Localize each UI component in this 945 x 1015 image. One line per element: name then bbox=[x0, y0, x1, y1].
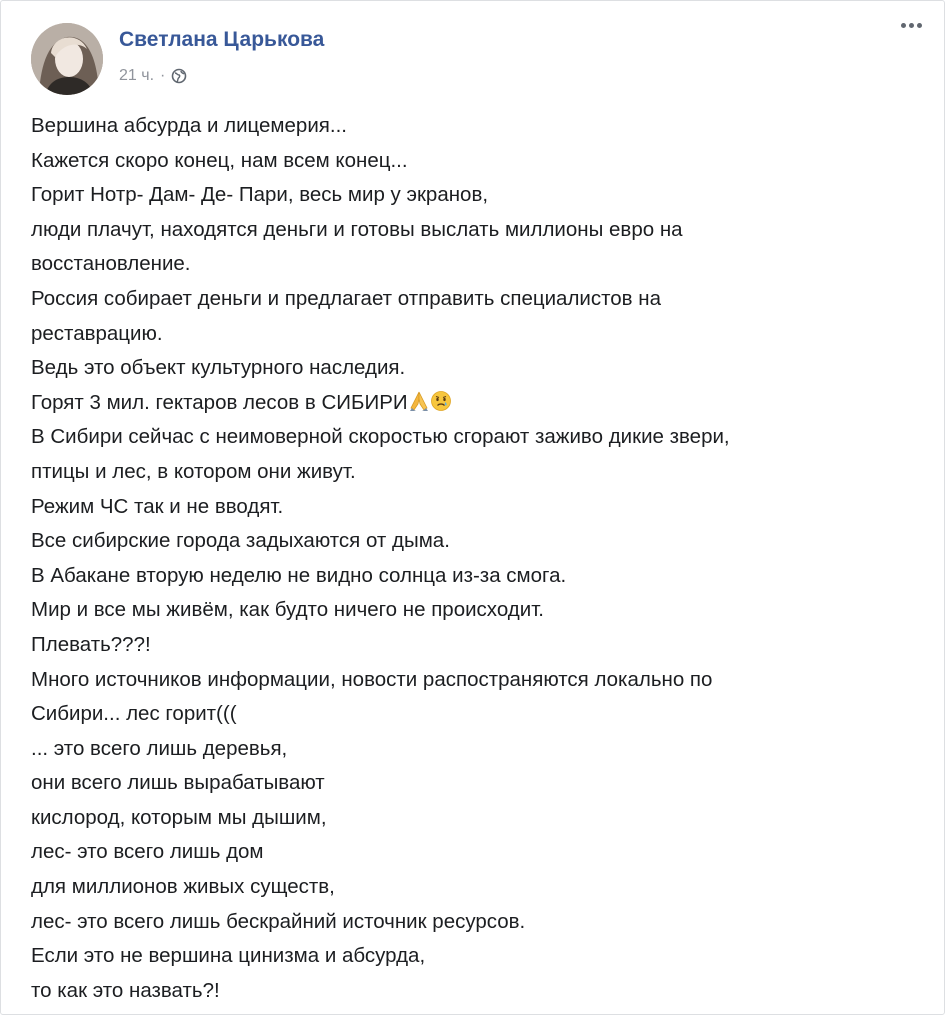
post-line: Все сибирские города задыхаются от дыма. bbox=[31, 529, 450, 553]
post-line-text: Горят 3 мил. гектаров лесов в СИБИРИ bbox=[31, 390, 408, 414]
post-line: Режим ЧС так и не вводят. bbox=[31, 494, 284, 518]
globe-icon[interactable] bbox=[171, 68, 187, 84]
post-line: они всего лишь вырабатывают bbox=[31, 771, 325, 795]
post-text bbox=[31, 109, 921, 1008]
post-line: для миллионов живых существ, bbox=[31, 875, 335, 899]
post-line: Горит Нотр- Дам- Де- Пари, весь мир у экранов, bbox=[31, 183, 489, 207]
post-timestamp[interactable]: 21 ч. bbox=[119, 67, 155, 84]
post-line: Плевать???! bbox=[31, 632, 151, 656]
post-line: то как это назвать?! bbox=[31, 978, 220, 1002]
post-line: Мир и все мы живём, как будто ничего не происходит. bbox=[31, 598, 545, 622]
sad-relieved-face-icon bbox=[430, 389, 452, 424]
post-line: Сибири... лес горит((( bbox=[31, 702, 237, 726]
more-horizontal-icon[interactable] bbox=[901, 23, 922, 28]
post-line: В Абакане вторую неделю не видно солнца из-за смога. bbox=[31, 563, 567, 587]
post-line: В Сибири сейчас с неимоверной скоростью сгорают заживо дикие звери, bbox=[31, 425, 730, 449]
post-line: Россия собирает деньги и предлагает отправить специалистов на bbox=[31, 286, 661, 310]
post-line: лес- это всего лишь бескрайний источник ресурсов. bbox=[31, 909, 526, 933]
folded-hands-icon bbox=[409, 389, 429, 424]
post-line: люди плачут, находятся деньги и готовы выслать миллионы евро на bbox=[31, 217, 683, 241]
more-dot bbox=[909, 23, 914, 28]
more-dot bbox=[901, 23, 906, 28]
post-line-with-emoji bbox=[31, 386, 921, 421]
post-line: Вершина абсурда и лицемерия... bbox=[31, 114, 347, 137]
author-name[interactable]: Светлана Царькова bbox=[119, 28, 325, 51]
post-line: Ведь это объект культурного наследия. bbox=[31, 356, 406, 380]
post-line: Если это не вершина цинизма и абсурда, bbox=[31, 944, 426, 968]
avatar-photo bbox=[31, 23, 103, 95]
avatar[interactable] bbox=[31, 23, 103, 95]
post-line: ... это всего лишь деревья, bbox=[31, 736, 288, 760]
post-line: реставрацию. bbox=[31, 321, 163, 345]
post-meta bbox=[119, 67, 187, 85]
post-line: лес- это всего лишь дом bbox=[31, 840, 264, 864]
post-header bbox=[31, 23, 911, 99]
post-line: восстановление. bbox=[31, 252, 191, 276]
post-line: Кажется скоро конец, нам всем конец... bbox=[31, 148, 408, 172]
post-line: птицы и лес, в котором они живут. bbox=[31, 459, 356, 483]
post-line: Много источников информации, новости распостраняются локально по bbox=[31, 667, 713, 691]
post-line: кислород, которым мы дышим, bbox=[31, 805, 327, 829]
more-dot bbox=[917, 23, 922, 28]
meta-separator: · bbox=[160, 67, 166, 84]
